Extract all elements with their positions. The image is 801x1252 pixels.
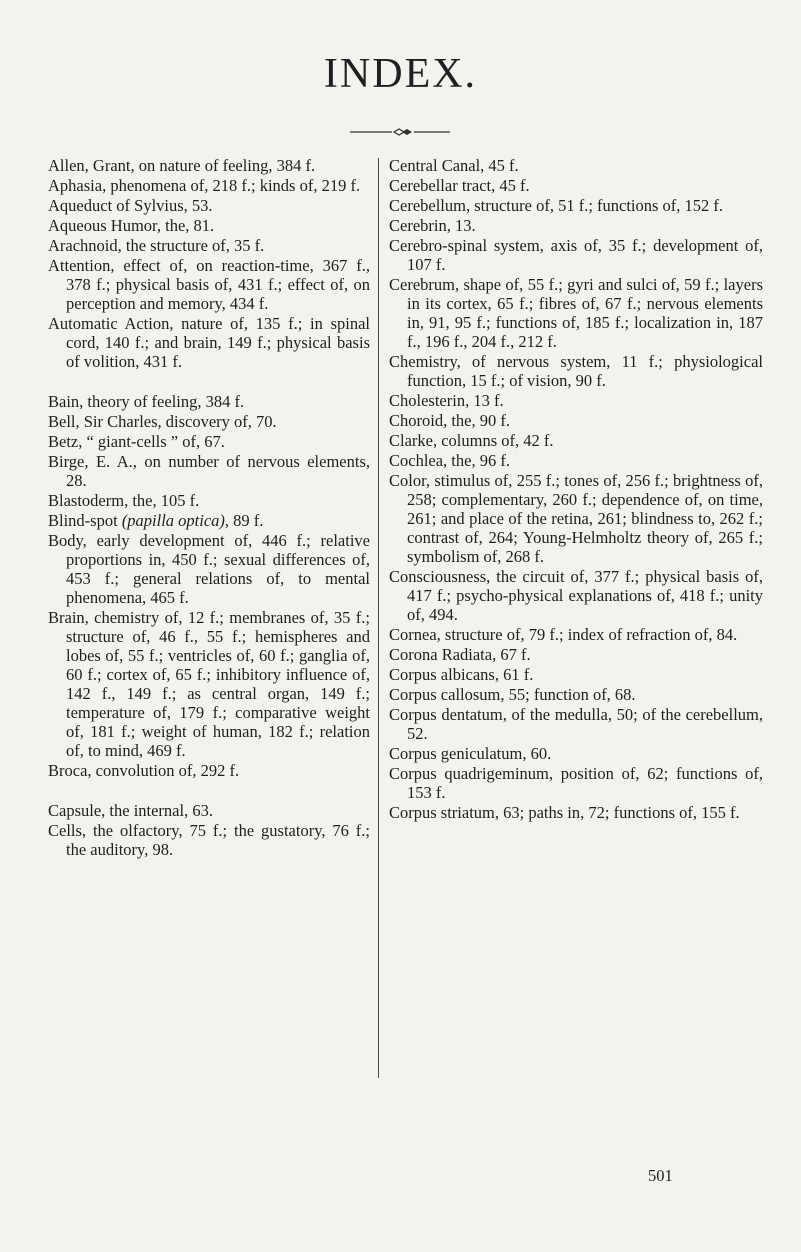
index-entry: Cerebrin, 13. <box>389 216 476 235</box>
page-title: INDEX. <box>323 51 478 97</box>
index-entry: Betz, “ giant-cells ” of, 67. <box>48 432 225 451</box>
index-entry: Cornea, structure of, 79 f.; index of refraction of, 84. <box>389 625 738 644</box>
index-entry: Automatic Action, nature of, 135 f.; in spinal cord, 140 f.; and brain, 149 f.; physical basis of volition, 431 f. <box>48 314 370 371</box>
index-entry: Arachnoid, the structure of, 35 f. <box>48 236 265 255</box>
index-entry: Blastoderm, the, 105 f. <box>48 491 200 510</box>
index-entry: Consciousness, the circuit of, 377 f.; physical basis of, 417 f.; psycho-physical explanations of, 418 f.; unity of, 494. <box>389 567 763 624</box>
index-entry: Corpus striatum, 63; paths in, 72; functions of, 155 f. <box>389 803 740 822</box>
index-entry: Blind-spot (papilla optica), 89 f. <box>48 511 264 530</box>
index-entry: Cerebellar tract, 45 f. <box>389 176 530 195</box>
index-entry: Aqueous Humor, the, 81. <box>48 216 215 235</box>
index-entry: Aphasia, phenomena of, 218 f.; kinds of, 219 f. <box>48 176 361 195</box>
index-entry: Bell, Sir Charles, discovery of, 70. <box>48 412 277 431</box>
index-entry: Broca, convolution of, 292 f. <box>48 761 240 780</box>
index-entry: Cholesterin, 13 f. <box>389 391 504 410</box>
index-entry: Attention, effect of, on reaction-time, 367 f., 378 f.; physical basis of, 431 f.; effect of, on perception and memory, 434 f. <box>48 256 370 313</box>
index-entry: Aqueduct of Sylvius, 53. <box>48 196 213 215</box>
index-entry: Color, stimulus of, 255 f.; tones of, 256 f.; brightness of, 258; complementary, 260 f.; dependence of, on time, 261; and place of the retina, 261; blindness to, 262 f.; contrast of, 264; Young-Helmholtz theory of, 265 f.; symbolism of, 268 f. <box>389 471 763 566</box>
index-entry: Cells, the olfactory, 75 f.; the gustatory, 76 f.; the auditory, 98. <box>48 821 370 859</box>
index-entry: Brain, chemistry of, 12 f.; membranes of, 35 f.; structure of, 46 f., 55 f.; hemispheres and lobes of, 55 f.; ventricles of, 60 f.; ganglia of, 60 f.; cortex of, 65 f.; inhibitory influence of, 142 f., 149 f.; as central organ, 149 f.; temperature of, 179 f.; comparative weight of, 181 f.; weight of human, 182 f.; relation of, to mind, 469 f. <box>48 608 370 760</box>
index-entry: Cochlea, the, 96 f. <box>389 451 510 470</box>
index-entry: Cerebro-spinal system, axis of, 35 f.; development of, 107 f. <box>389 236 763 274</box>
index-entry: Allen, Grant, on nature of feeling, 384 f. <box>48 156 316 175</box>
column-rule <box>378 158 379 1078</box>
index-entry: Clarke, columns of, 42 f. <box>389 431 554 450</box>
index-entry: Corpus callosum, 55; function of, 68. <box>389 685 636 704</box>
index-entry: Capsule, the internal, 63. <box>48 801 213 820</box>
section-gap <box>48 781 370 801</box>
index-entry: Corpus albicans, 61 f. <box>389 665 534 684</box>
page-number: 501 <box>648 1166 673 1185</box>
index-entry: Central Canal, 45 f. <box>389 156 519 175</box>
ornament-divider <box>350 127 450 137</box>
index-entry: Cerebellum, structure of, 51 f.; functions of, 152 f. <box>389 196 724 215</box>
index-column-left <box>48 156 370 860</box>
index-column-right <box>389 156 763 823</box>
section-gap <box>48 372 370 392</box>
index-entry: Corpus dentatum, of the medulla, 50; of the cerebellum, 52. <box>389 705 763 743</box>
index-entry: Corpus geniculatum, 60. <box>389 744 552 763</box>
index-entry: Corpus quadrigeminum, position of, 62; functions of, 153 f. <box>389 764 763 802</box>
index-entry: Bain, theory of feeling, 384 f. <box>48 392 245 411</box>
index-entry: Birge, E. A., on number of nervous elements, 28. <box>48 452 370 490</box>
index-entry: Corona Radiata, 67 f. <box>389 645 531 664</box>
index-entry: Choroid, the, 90 f. <box>389 411 510 430</box>
index-entry: Body, early development of, 446 f.; relative proportions in, 450 f.; sexual differences of, 453 f.; general relations of, to mental phenomena, 465 f. <box>48 531 370 607</box>
index-entry: Cerebrum, shape of, 55 f.; gyri and sulci of, 59 f.; layers in its cortex, 65 f.; fibres of, 67 f.; nervous elements in, 91, 95 f.; functions of, 185 f.; localization in, 187 f., 196 f., 204 f., 212 f. <box>389 275 763 351</box>
index-entry: Chemistry, of nervous system, 11 f.; physiological function, 15 f.; of vision, 90 f. <box>389 352 763 390</box>
